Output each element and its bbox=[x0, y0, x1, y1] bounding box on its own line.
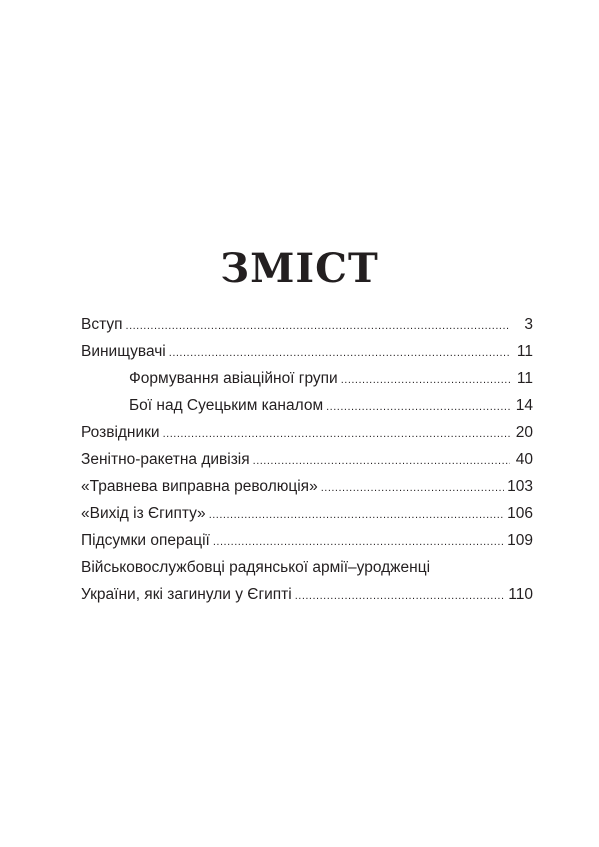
toc-entry-page: 14 bbox=[515, 397, 533, 414]
toc-entry-summary[interactable] bbox=[81, 527, 533, 554]
toc-entry-title: Розвідники bbox=[81, 424, 160, 441]
toc-entry-page: 40 bbox=[515, 451, 533, 468]
dot-leader bbox=[213, 529, 504, 556]
toc-entry-title: «Травнева виправна революція» bbox=[81, 478, 318, 495]
toc-entry-may-revolution[interactable] bbox=[81, 473, 533, 500]
dot-leader bbox=[295, 583, 506, 610]
toc-entry-title: «Вихід із Єгипту» bbox=[81, 505, 206, 522]
dot-leader bbox=[326, 394, 510, 421]
toc-entry-page: 109 bbox=[507, 532, 533, 549]
toc-entry-title: Зенітно-ракетна дивізія bbox=[81, 451, 250, 468]
toc-entry-title: Формування авіаційної групи bbox=[129, 370, 338, 387]
dot-leader bbox=[209, 502, 504, 529]
toc-subentry-suez-battles[interactable] bbox=[81, 392, 533, 419]
toc-entry-title: Підсумки операції bbox=[81, 532, 210, 549]
toc-entry-page: 110 bbox=[508, 586, 533, 603]
toc-entry-page: 20 bbox=[515, 424, 533, 441]
toc-entry-air-defense[interactable] bbox=[81, 446, 533, 473]
toc-subentry-air-group[interactable] bbox=[81, 365, 533, 392]
toc-entry-page: 11 bbox=[516, 370, 533, 387]
toc-entry-title-line2: України, які загинули у Єгипті bbox=[81, 586, 292, 603]
toc-entry-title-line1: Військовослужбовці радянської армії–уродженці bbox=[81, 559, 431, 576]
toc-entry-exit-egypt[interactable] bbox=[81, 500, 533, 527]
dot-leader bbox=[321, 475, 504, 502]
toc-entry-fallen-servicemen[interactable] bbox=[81, 554, 533, 608]
page-title: ЗМІСТ bbox=[220, 245, 379, 292]
dot-leader bbox=[253, 448, 510, 475]
dot-leader bbox=[126, 313, 510, 340]
toc-entry-title: Бої над Суецьким каналом bbox=[129, 397, 324, 414]
toc-entry-page: 11 bbox=[516, 343, 533, 360]
toc-entry-fighters[interactable] bbox=[81, 338, 533, 365]
toc-entry-scouts[interactable] bbox=[81, 419, 533, 446]
toc-entry-title: Вступ bbox=[81, 316, 123, 333]
toc-entry-page: 3 bbox=[524, 316, 533, 333]
dot-leader bbox=[341, 367, 510, 394]
toc-entry-page: 106 bbox=[507, 505, 533, 522]
toc-entry-title: Винищувачі bbox=[81, 343, 166, 360]
toc-entry-intro[interactable] bbox=[81, 311, 533, 338]
toc-entry-page: 103 bbox=[507, 478, 533, 495]
table-of-contents bbox=[81, 311, 533, 608]
dot-leader bbox=[169, 340, 510, 367]
dot-leader bbox=[163, 421, 510, 448]
